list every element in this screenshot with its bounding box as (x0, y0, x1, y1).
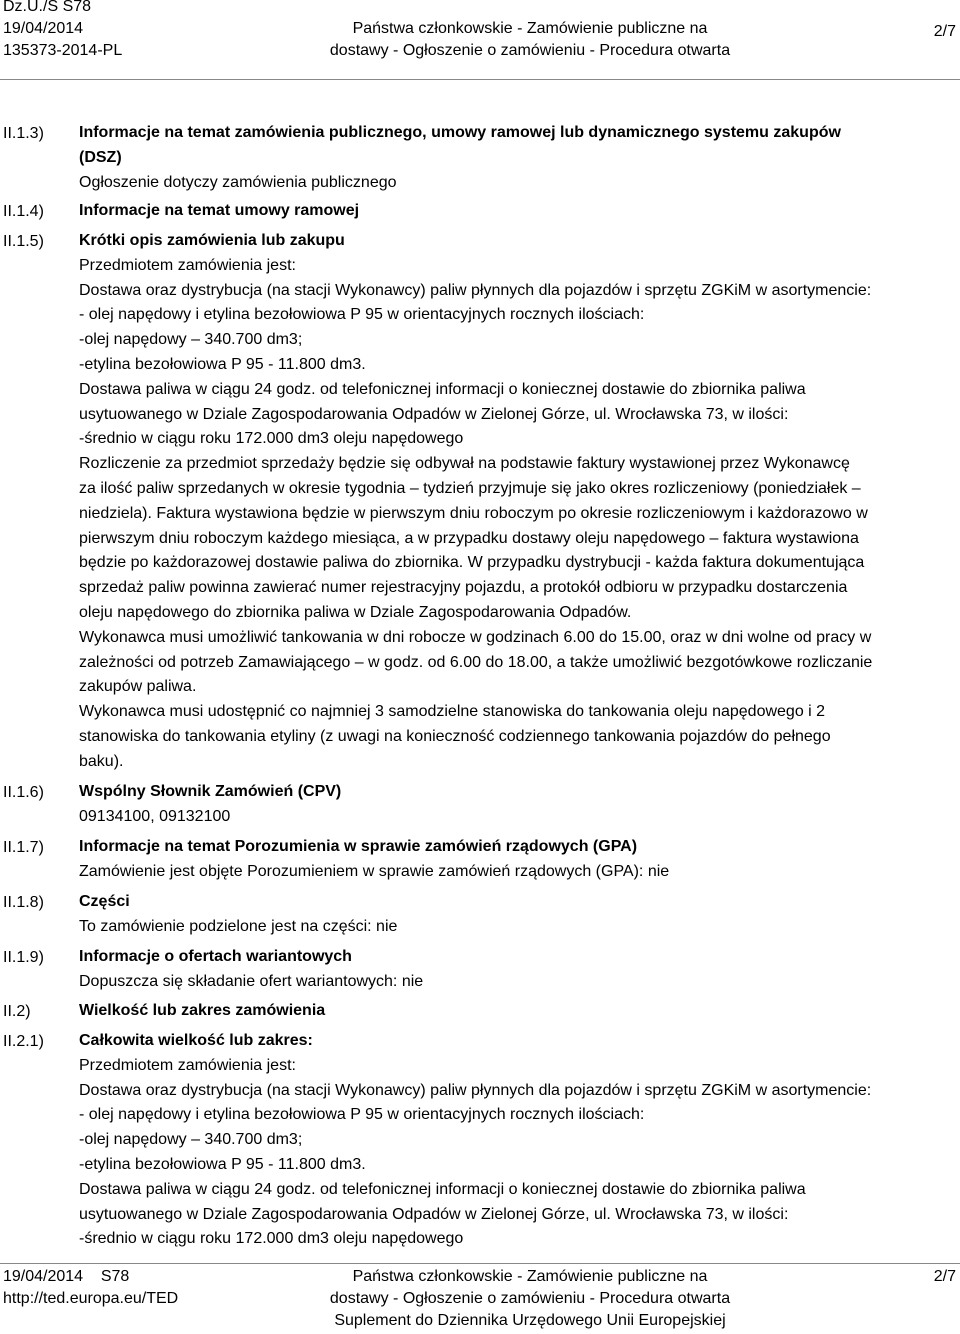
text-line: baku). (79, 752, 124, 770)
section-title: Informacje na temat zamówienia publicznego, umowy ramowej lub dynamicznego systemu zakupów (79, 124, 841, 141)
section-title: Krótki opis zamówienia lub zakupu (79, 232, 345, 249)
text-line: Przedmiotem zamówienia jest: (79, 1056, 296, 1074)
footer-page-number: 2/7 (933, 1268, 956, 1285)
text-line: Wykonawca musi udostępnić co najmniej 3 samodzielne stanowiska do tankowania oleju napędowego i 2 (79, 703, 826, 721)
section-text: Ogłoszenie dotyczy zamówienia publicznego (79, 173, 397, 191)
text-line: -etylina bezołowiowa P 95 - 11.800 dm3. (79, 1155, 366, 1173)
text-line: usytuowanego w Dziale Zagospodarowania Odpadów w Zielonej Górze, ul. Wrocławska 73, w ilości: (79, 405, 789, 423)
section-text: Dopuszcza się składanie ofert wariantowych: nie (79, 972, 424, 990)
text-line: za ilość paliw sprzedanych w okresie tygodnia – tydzień przyjmuje się jako okres rozliczeniowy (poniedziałek – (79, 479, 861, 497)
section-body (79, 229, 957, 775)
section-number: II.1.5) (3, 233, 44, 250)
text-line: - olej napędowy i etylina bezołowiowa P 95 w orientacyjnych rocznych ilościach: (79, 1106, 645, 1124)
text-line: będzie po każdorazowej dostawie paliwa do zbiornika. W przypadku dystrybucji - każda faktura dokumentująca (79, 554, 865, 572)
section-title: Informacje na temat Porozumienia w sprawie zamówień rządowych (GPA) (79, 838, 638, 855)
section-number: II.1.8) (3, 894, 44, 911)
section-body (79, 1029, 957, 1252)
footer-title-2: dostawy - Ogłoszenie o zamówieniu - Procedura otwarta (329, 1290, 731, 1307)
section-number: II.2) (3, 1003, 31, 1020)
text-line: -olej napędowy – 340.700 dm3; (79, 331, 303, 349)
footer-title-1: Państwa członkowskie - Zamówienie publiczne na (352, 1268, 708, 1285)
section-body (79, 999, 957, 1024)
footer-center (0, 1266, 960, 1332)
text-line: -średnio w ciągu roku 172.000 dm3 oleju napędowego (79, 430, 464, 448)
section-number: II.1.9) (3, 949, 44, 966)
section-title: Informacje o ofertach wariantowych (79, 948, 352, 965)
text-line: -średnio w ciągu roku 172.000 dm3 oleju napędowego (79, 1230, 464, 1248)
notice-id: 135373-2014-PL (3, 42, 123, 59)
section-body (79, 945, 957, 995)
text-line: Przedmiotem zamówienia jest: (79, 256, 296, 274)
text-line: pierwszym dniu roboczym każdego miesiąca, a w przypadku dostawy oleju napędowego – faktura wystawiona (79, 529, 859, 547)
footer-title-3: Suplement do Dziennika Urzędowego Unii Europejskiej (334, 1312, 726, 1329)
section-text: Zamówienie jest objęte Porozumieniem w sprawie zamówień rządowych (GPA): nie (79, 862, 670, 880)
section-number: II.1.6) (3, 784, 44, 801)
section-number: II.2.1) (3, 1033, 44, 1050)
journal-ref: Dz.U./S S78 (3, 0, 92, 15)
text-line: zależności od potrzeb Zamawiającego – w godz. od 6.00 do 18.00, a także umożliwić bezgotówkowe rozliczanie (79, 653, 873, 671)
header-title-1: Państwa członkowskie - Zamówienie publiczne na (352, 20, 708, 37)
text-line: oleju napędowego do zbiornika paliwa w Dziale Zagospodarowania Odpadów. (79, 603, 632, 621)
footer-date-series: 19/04/2014 S78 (3, 1268, 130, 1285)
header-divider (0, 79, 960, 80)
section-title-cont: (DSZ) (79, 148, 122, 166)
text-line: -olej napędowy – 340.700 dm3; (79, 1131, 303, 1149)
section-body (79, 835, 957, 885)
section-text: To zamówienie podzielone jest na części: nie (79, 917, 398, 935)
text-line: Dostawa paliwa w ciągu 24 godz. od telefonicznej informacji o koniecznej dostawie do zbiornika paliwa (79, 380, 806, 398)
section-number: II.1.3) (3, 125, 44, 142)
text-line: niedziela). Faktura wystawiona będzie w pierwszym dniu roboczym po okresie rozliczeniowym i każdorazowo w (79, 504, 868, 522)
section-body (79, 121, 957, 195)
text-line: stanowiska do tankowania etyliny (z uwagi na konieczność codziennego tankowania pojazdów do pełnego (79, 727, 831, 745)
header-page-number: 2/7 (933, 23, 956, 40)
text-line: Dostawa oraz dystrybucja (na stacji Wykonawcy) paliw płynnych dla pojazdów i sprzętu ZGKiM w asortymencie: (79, 1081, 872, 1099)
text-line: Dostawa oraz dystrybucja (na stacji Wykonawcy) paliw płynnych dla pojazdów i sprzętu ZGKiM w asortymencie: (79, 281, 872, 299)
section-body (79, 199, 957, 224)
text-line: Dostawa paliwa w ciągu 24 godz. od telefonicznej informacji o koniecznej dostawie do zbiornika paliwa (79, 1180, 806, 1198)
section-number: II.1.4) (3, 203, 44, 220)
section-title: Wspólny Słownik Zamówień (CPV) (79, 783, 342, 800)
header-date: 19/04/2014 (3, 20, 84, 37)
text-line: usytuowanego w Dziale Zagospodarowania Odpadów w Zielonej Górze, ul. Wrocławska 73, w ilości: (79, 1205, 789, 1223)
text-line: sprzedaż paliw powinna zawierać numer rejestracyjny pojazdu, a protokół odbioru w przypadku dostarczenia (79, 579, 848, 597)
section-body (79, 780, 957, 830)
section-number: II.1.7) (3, 839, 44, 856)
section-title: Wielkość lub zakres zamówienia (79, 1002, 326, 1019)
cpv-codes: 09134100, 09132100 (79, 807, 231, 825)
text-line: zakupów paliwa. (79, 678, 197, 696)
section-body (79, 890, 957, 940)
header-title-2: dostawy - Ogłoszenie o zamówieniu - Procedura otwarta (329, 42, 731, 59)
section-title: Informacje na temat umowy ramowej (79, 202, 360, 219)
text-line: Wykonawca musi umożliwić tankowania w dni robocze w godzinach 6.00 do 15.00, oraz w dni wolne od pracy w (79, 628, 872, 646)
section-title: Całkowita wielkość lub zakres: (79, 1032, 313, 1049)
text-line: Rozliczenie za przedmiot sprzedaży będzie się odbywał na podstawie faktury wystawionej przez Wykonawcę (79, 455, 850, 473)
page-header (0, 0, 960, 80)
text-line: -etylina bezołowiowa P 95 - 11.800 dm3. (79, 355, 366, 373)
header-center (0, 18, 960, 62)
footer-url: http://ted.europa.eu/TED (3, 1290, 179, 1307)
text-line: - olej napędowy i etylina bezołowiowa P 95 w orientacyjnych rocznych ilościach: (79, 306, 645, 324)
section-title: Części (79, 893, 130, 910)
footer-divider (0, 1263, 960, 1264)
